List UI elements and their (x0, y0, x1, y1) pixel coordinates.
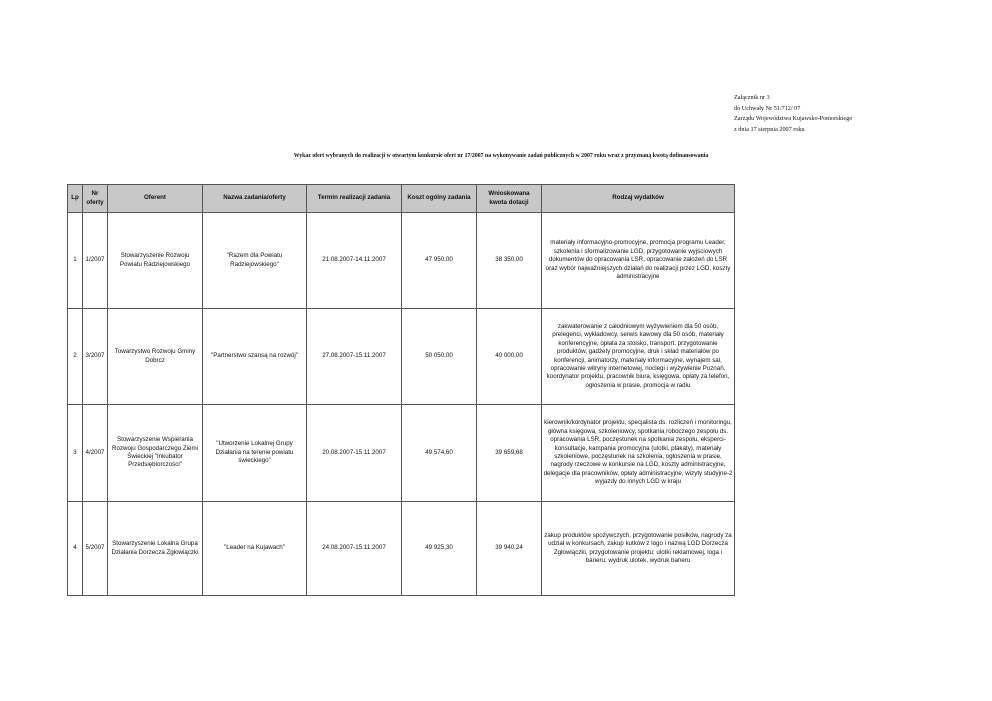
header-nr-line1: Nr (91, 190, 99, 198)
table-row (68, 309, 735, 405)
cell-rodzaj: materiały informacyjno-promocyjne, promocja programu Leader, szkolenia i sformalizowanie LGD, przygotowanie wyjściowych dokumentów do opracowania LSR, opracowanie założeń do LSR oraz wybór najważniejszych działań do realizacji przez LGD, koszty administracyjne (542, 213, 735, 309)
header-koszt: Koszt ogólny zadania (402, 185, 477, 213)
cell-koszt: 49 574,60 (402, 405, 477, 502)
cell-nazwa: "Leader na Kujawach" (203, 502, 307, 596)
annex-line-4: z dnia 17 sierpnia 2007 roku (734, 125, 805, 133)
cell-oferent: Stowarzyszenie Wspierania Rozwoju Gospodarczego Ziemi Świeckiej "Inkubator Przedsiębiorczości" (108, 405, 203, 502)
cell-kwota: 39 940,24 (477, 502, 542, 596)
header-nr (83, 185, 108, 213)
cell-nazwa: "Partnerstwo szansą na rozwój" (203, 309, 307, 405)
header-nazwa: Nazwa zadania/oferty (203, 185, 307, 213)
cell-lp: 1 (68, 213, 83, 309)
document-title: Wykaz ofert wybranych do realizacji w otwartym konkursie ofert nr 17/2007 na wykonywanie zadań publicznych w 2007 roku wraz z przyznaną kwotą dofinansowania (293, 153, 709, 159)
header-kwota (477, 185, 542, 213)
offers-table (67, 184, 735, 596)
cell-lp: 3 (68, 405, 83, 502)
cell-termin: 24.08.2007-15.11.2007 (307, 502, 402, 596)
annex-line-3: Zarządu Województwa Kujawsko-Pomorskiego (734, 115, 853, 122)
header-kwota-line2: kwota dotacji (489, 198, 529, 206)
cell-oferent: Towarzystwo Rozwoju Gminy Dobrcz (108, 309, 203, 405)
cell-termin: 20.08.2007-15.11.2007 (307, 405, 402, 502)
cell-lp: 4 (68, 502, 83, 596)
cell-nr: 5/2007 (83, 502, 108, 596)
cell-rodzaj: zakwaterowanie z całodniowym wyżywieniem dla 50 osób, prelegenci, wykładowcy, serwis kawowy dla 50 osób, materiały konferencyjne, opłata za stoisko, transport, przygotowanie produktów, gadżety promocyjne, druk i skład materiałów po konferencji, animatorzy, materiały informacyjne, wynajem sal, opracowanie witryny internetowej, noclegi i wyżywienie Poznań, koordynator projektu, pracownik biura, księgowa, opłaty za telefon, ogłoszenia w prasie, promocja w radiu (542, 309, 735, 405)
cell-kwota: 38 350,00 (477, 213, 542, 309)
table-header-row (68, 185, 735, 213)
annex-header (734, 93, 852, 135)
annex-line-2: do Uchwały Nr 51/712/ 07 (734, 104, 801, 112)
cell-nr: 1/2007 (83, 213, 108, 309)
cell-lp: 2 (68, 309, 83, 405)
annex-line-1: Załącznik nr 3 (734, 94, 770, 101)
cell-nr: 4/2007 (83, 405, 108, 502)
header-rodzaj: Rodzaj wydatków (542, 185, 735, 213)
cell-koszt: 47 950,00 (402, 213, 477, 309)
header-kwota-line1: Wnioskowana (488, 190, 530, 198)
cell-rodzaj: kierownik/kordynator projektu, specjalista ds. rozliczeń i monitoringu, główna księgowa, szkoleniowcy, spotkania roboczego zespołu ds. opracowania LSR, poczęstunek na spotkania zespołu, eksperci-konsultacje, kampania promocyjna (ulotki, plakaty), materiały szkoleniowe, poczęstunek na szkolenia, ogłoszenia w prasie, nagrody rzeczowe w konkursie na LGD, koszty administracyjne, delegacje dla pracowników, opłaty administracyjne, wizyty studyjne-2 wyjazdy do innych LGD w kraju (542, 405, 735, 502)
cell-oferent: Stowarzyszenie Lokalna Grupa Działania Dorzecza Zgłowiączki (108, 502, 203, 596)
cell-nr: 3/2007 (83, 309, 108, 405)
table-row (68, 213, 735, 309)
table-row (68, 405, 735, 502)
cell-nazwa: "Utworzenie Lokalnej Grupy Działania na terenie powiatu świeckiego" (203, 405, 307, 502)
cell-kwota: 40 000,00 (477, 309, 542, 405)
cell-rodzaj: zakup produktów spożywczych, przygotowanie posiłków, nagrody za udział w konkursach, zakup kutków z logo i nazwą LGD Dorzecza Zgłowiączki, przygotowanie projektu: ulotki reklamowej, loga i baneru, wydruk ulotek, wydruk baneru (542, 502, 735, 596)
cell-nazwa: "Razem dla Powiatu Radziejowskiego" (203, 213, 307, 309)
cell-koszt: 49 925,30 (402, 502, 477, 596)
cell-termin: 27.08.2007-15.11.2007 (307, 309, 402, 405)
header-oferent: Oferent (108, 185, 203, 213)
cell-termin: 21.08.2007-14.11.2007 (307, 213, 402, 309)
header-nr-line2: oferty (86, 198, 104, 206)
cell-kwota: 39 659,68 (477, 405, 542, 502)
cell-oferent: Stowarzyszenie Rozwoju Powiatu Radziejowskiego (108, 213, 203, 309)
header-termin: Termin realizacji zadania (307, 185, 402, 213)
table-row (68, 502, 735, 596)
header-lp: Lp (68, 185, 83, 213)
cell-koszt: 50 050,00 (402, 309, 477, 405)
